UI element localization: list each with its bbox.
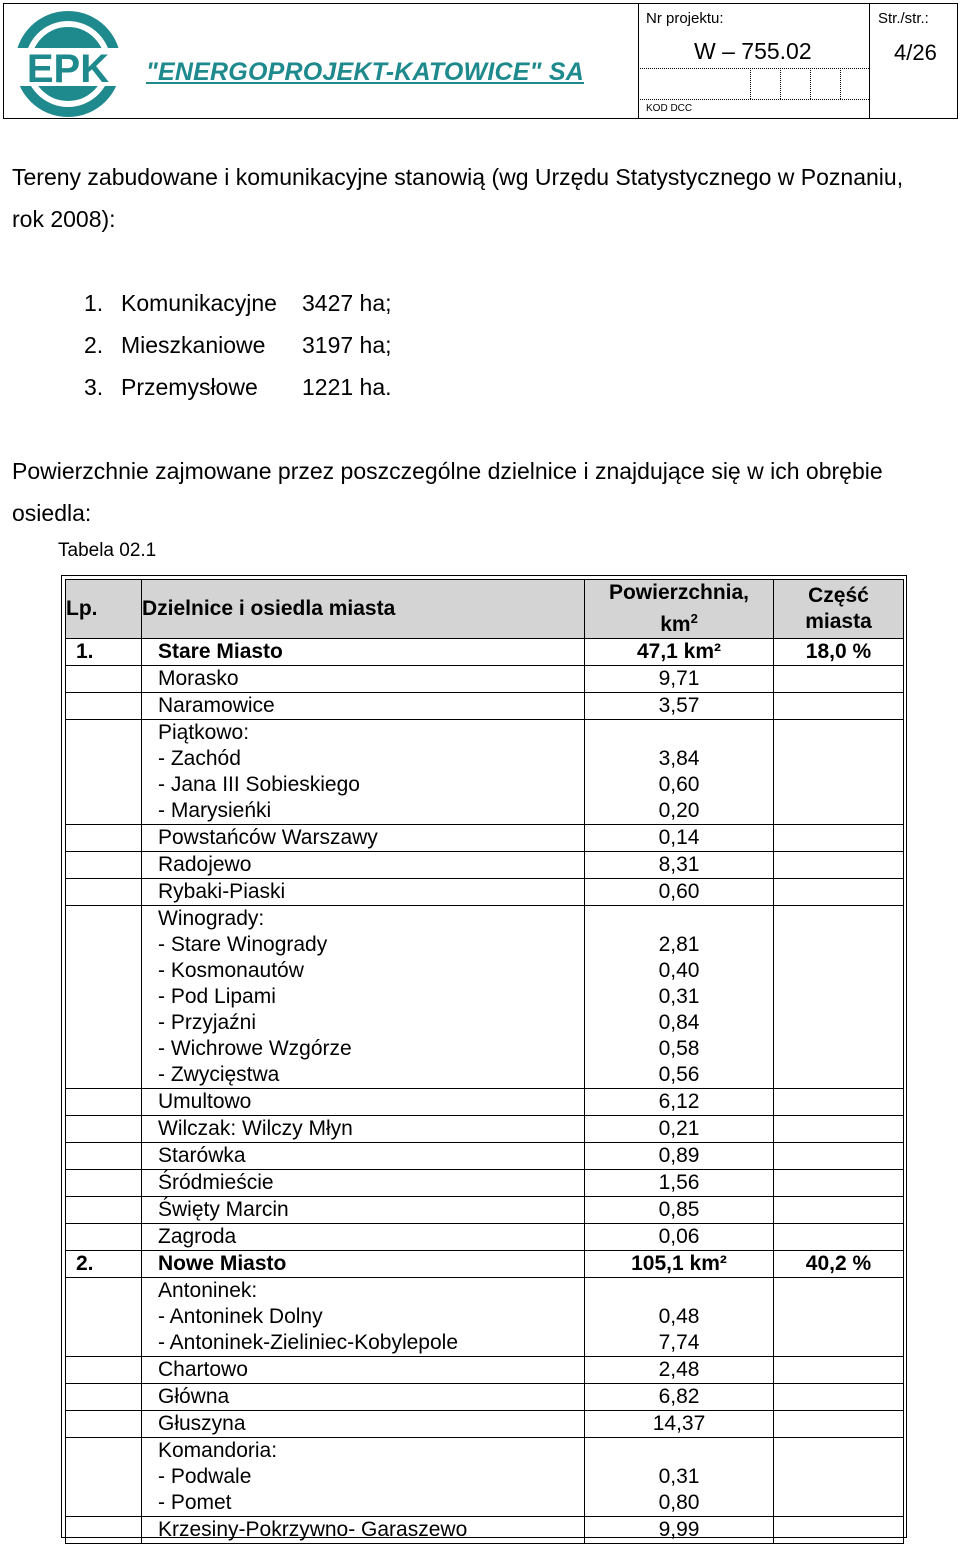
table-row	[66, 1384, 904, 1411]
cell-district-name	[142, 1278, 585, 1357]
cell-area	[585, 1251, 774, 1278]
list-item-value: 3197 ha;	[302, 332, 392, 358]
cell-area	[585, 852, 774, 879]
cell-area	[585, 1116, 774, 1143]
cell-district-name	[142, 1251, 585, 1278]
cell-share	[774, 1089, 904, 1116]
cell-share	[774, 1197, 904, 1224]
cell-lp	[66, 1143, 142, 1170]
cell-share	[774, 1116, 904, 1143]
col-header-lp: Lp.	[66, 580, 142, 639]
district-area: 0,21	[658, 1117, 700, 1140]
col-header-share	[774, 580, 904, 639]
cell-district-name	[142, 666, 585, 693]
cell-district-name	[142, 825, 585, 852]
sub-estate-area: 0,58	[658, 1037, 700, 1060]
header-dotted-rule	[638, 68, 869, 69]
sub-estate-name: - Zwycięstwa	[158, 1063, 280, 1086]
cell-share	[774, 879, 904, 906]
cell-share	[774, 1411, 904, 1438]
table-row	[66, 1089, 904, 1116]
table-row	[66, 720, 904, 825]
district-area: 0,06	[658, 1225, 700, 1248]
list-item-number: 3.	[84, 374, 104, 400]
cell-share: 40,2 %	[774, 1251, 904, 1278]
table-row	[66, 852, 904, 879]
cell-lp	[66, 879, 142, 906]
svg-text:EPK: EPK	[26, 47, 110, 91]
district-name: Starówka	[158, 1144, 246, 1167]
table-row	[66, 906, 904, 1089]
district-name: Powstańców Warszawy	[158, 826, 378, 849]
cell-lp	[66, 720, 142, 825]
district-name: Śródmieście	[158, 1171, 274, 1194]
cell-area	[585, 1411, 774, 1438]
cell-share	[774, 852, 904, 879]
cell-lp: 1.	[66, 639, 142, 666]
cell-area	[585, 1357, 774, 1384]
cell-area	[585, 825, 774, 852]
cell-district-name	[142, 906, 585, 1089]
district-name: Święty Marcin	[158, 1198, 289, 1221]
sub-estate-name: - Pomet	[158, 1491, 232, 1514]
area-header-line-1: Powierzchnia,	[608, 581, 750, 604]
cell-area	[585, 1224, 774, 1251]
cell-share	[774, 693, 904, 720]
sub-estate-name: - Antoninek Dolny	[158, 1305, 323, 1328]
cell-district-name	[142, 1517, 585, 1544]
sub-estate-name: - Kosmonautów	[158, 959, 304, 982]
list-item-value: 3427 ha;	[302, 290, 392, 316]
sub-estate-name: - Jana III Sobieskiego	[158, 773, 360, 796]
table-row	[66, 639, 904, 666]
district-name: Naramowice	[158, 694, 275, 717]
district-name: Głuszyna	[158, 1412, 246, 1435]
list-item-value: 1221 ha.	[302, 374, 392, 400]
brand-area	[4, 4, 639, 118]
area-header-sup: 2	[690, 611, 698, 626]
table-row	[66, 879, 904, 906]
cell-district-name	[142, 1438, 585, 1517]
district-name: Komandoria:	[158, 1439, 278, 1462]
cell-area	[585, 720, 774, 825]
table-row	[66, 1143, 904, 1170]
district-area: 6,12	[658, 1090, 700, 1113]
project-label: Nr projektu:	[646, 10, 724, 27]
table-row	[66, 1197, 904, 1224]
table-row	[66, 1357, 904, 1384]
cell-share	[774, 1384, 904, 1411]
header-dotted-rule	[638, 99, 869, 100]
cell-share	[774, 666, 904, 693]
cell-area	[585, 1278, 774, 1357]
district-area: 9,99	[658, 1518, 700, 1541]
district-name: Nowe Miasto	[158, 1252, 287, 1275]
district-name: Chartowo	[158, 1358, 248, 1381]
header-divider	[869, 4, 870, 118]
cell-district-name	[142, 1357, 585, 1384]
page-label: Str./str.:	[878, 10, 929, 27]
cell-lp	[66, 1089, 142, 1116]
sub-estate-area: 0,31	[658, 985, 700, 1008]
district-name: Rybaki-Piaski	[158, 880, 286, 903]
cell-share	[774, 1517, 904, 1544]
table-row	[66, 1251, 904, 1278]
cell-area	[585, 693, 774, 720]
table-caption: Tabela 02.1	[58, 540, 157, 561]
sub-estate-name: - Marysieńki	[158, 799, 272, 822]
table-row	[66, 1224, 904, 1251]
cell-district-name	[142, 1411, 585, 1438]
cell-lp	[66, 666, 142, 693]
list-item-name: Mieszkaniowe	[121, 332, 266, 358]
cell-share	[774, 1357, 904, 1384]
district-name: Winogrady:	[158, 907, 265, 930]
sub-estate-name: - Zachód	[158, 747, 241, 770]
district-name: Radojewo	[158, 853, 252, 876]
cell-share	[774, 1278, 904, 1357]
cell-share	[774, 906, 904, 1089]
cell-area	[585, 1089, 774, 1116]
sub-estate-name: - Stare Winogrady	[158, 933, 328, 956]
cell-share	[774, 825, 904, 852]
district-name: Główna	[158, 1385, 230, 1408]
header-dotted-divider	[780, 68, 781, 99]
cell-lp	[66, 1278, 142, 1357]
cell-district-name	[142, 1197, 585, 1224]
cell-area	[585, 666, 774, 693]
districts-table	[65, 579, 904, 1544]
sub-estate-area: 0,84	[658, 1011, 700, 1034]
cell-district-name	[142, 1170, 585, 1197]
area-header-line-2: km	[660, 613, 691, 636]
district-area: 3,57	[658, 694, 700, 717]
paragraph-line-2: osiedla:	[12, 500, 92, 526]
sub-estate-area: 0,80	[658, 1491, 700, 1514]
table-row	[66, 1411, 904, 1438]
district-area: 8,31	[658, 853, 700, 876]
cell-lp	[66, 906, 142, 1089]
cell-district-name	[142, 852, 585, 879]
sub-estate-name: - Podwale	[158, 1465, 252, 1488]
company-name: "ENERGOPROJEKT-KATOWICE" SA	[146, 58, 584, 86]
kod-dcc-label: KOD DCC	[646, 103, 693, 114]
list-item-name: Przemysłowe	[121, 374, 258, 400]
cell-lp	[66, 1197, 142, 1224]
cell-lp	[66, 1224, 142, 1251]
district-area: 9,71	[658, 667, 700, 690]
cell-area	[585, 1384, 774, 1411]
cell-area	[585, 1143, 774, 1170]
cell-district-name	[142, 1143, 585, 1170]
page-number: 4/26	[894, 40, 937, 65]
list-item-name: Komunikacyjne	[121, 290, 277, 316]
intro-line-1: Tereny zabudowane i komunikacyjne stanowią (wg Urzędu Statystycznego w Poznaniu,	[12, 164, 904, 190]
col-header-area	[585, 580, 774, 639]
cell-share	[774, 720, 904, 825]
sub-estate-name: - Przyjaźni	[158, 1011, 257, 1034]
header-dotted-divider	[750, 68, 751, 99]
sub-estate-area: 0,40	[658, 959, 700, 982]
epk-logo-icon	[12, 8, 124, 120]
cell-district-name	[142, 1384, 585, 1411]
cell-lp	[66, 1170, 142, 1197]
sub-estate-area: 0,31	[658, 1465, 700, 1488]
sub-estate-area: 2,81	[658, 933, 700, 956]
district-area: 6,82	[658, 1385, 700, 1408]
cell-district-name	[142, 1116, 585, 1143]
document-header	[3, 3, 958, 119]
cell-district-name	[142, 720, 585, 825]
district-area: 47,1 km²	[636, 640, 722, 663]
cell-district-name	[142, 639, 585, 666]
cell-lp	[66, 693, 142, 720]
cell-area	[585, 639, 774, 666]
col-header-name: Dzielnice i osiedla miasta	[142, 580, 585, 639]
cell-share	[774, 1224, 904, 1251]
table-row	[66, 1278, 904, 1357]
cell-area	[585, 1197, 774, 1224]
district-area: 105,1 km²	[631, 1252, 727, 1275]
cell-lp	[66, 1116, 142, 1143]
district-area: 0,85	[658, 1198, 700, 1221]
list-item-number: 2.	[84, 332, 104, 358]
table-row	[66, 1116, 904, 1143]
cell-share: 18,0 %	[774, 639, 904, 666]
cell-share	[774, 1143, 904, 1170]
cell-lp	[66, 1357, 142, 1384]
cell-lp	[66, 1384, 142, 1411]
table-row	[66, 825, 904, 852]
cell-area	[585, 1517, 774, 1544]
cell-district-name	[142, 1224, 585, 1251]
cell-lp	[66, 852, 142, 879]
sub-estate-area: 0,56	[658, 1063, 700, 1086]
sub-estate-name: - Wichrowe Wzgórze	[158, 1037, 352, 1060]
cell-district-name	[142, 879, 585, 906]
cell-lp	[66, 1517, 142, 1544]
sub-estate-area: 3,84	[658, 747, 700, 770]
sub-estate-area: 0,20	[658, 799, 700, 822]
cell-lp	[66, 1411, 142, 1438]
cell-area	[585, 1438, 774, 1517]
cell-district-name	[142, 693, 585, 720]
district-name: Krzesiny-Pokrzywno- Garaszewo	[158, 1518, 468, 1541]
sub-estate-name: - Pod Lipami	[158, 985, 276, 1008]
table-header-row	[66, 580, 904, 639]
district-name: Zagroda	[158, 1225, 237, 1248]
table-row	[66, 1170, 904, 1197]
district-name: Morasko	[158, 667, 239, 690]
district-name: Stare Miasto	[158, 640, 283, 663]
cell-area	[585, 1170, 774, 1197]
district-area: 0,89	[658, 1144, 700, 1167]
cell-lp	[66, 825, 142, 852]
cell-lp: 2.	[66, 1251, 142, 1278]
district-name: Antoninek:	[158, 1279, 258, 1302]
header-dotted-divider	[810, 68, 811, 99]
district-name: Wilczak: Wilczy Młyn	[158, 1117, 353, 1140]
sub-estate-area: 0,48	[658, 1305, 700, 1328]
district-area: 1,56	[658, 1171, 700, 1194]
project-number: W – 755.02	[694, 38, 812, 64]
district-name: Umultowo	[158, 1090, 252, 1113]
table-row	[66, 1517, 904, 1544]
sub-estate-area: 0,60	[658, 773, 700, 796]
cell-lp	[66, 1438, 142, 1517]
cell-area	[585, 906, 774, 1089]
cell-district-name	[142, 1089, 585, 1116]
district-area: 2,48	[658, 1358, 700, 1381]
share-header-line-2: miasta	[805, 610, 872, 633]
table-row	[66, 666, 904, 693]
table-row	[66, 1438, 904, 1517]
table-row	[66, 693, 904, 720]
district-area: 0,60	[658, 880, 700, 903]
district-area: 14,37	[652, 1412, 706, 1435]
cell-area	[585, 879, 774, 906]
sub-estate-name: - Antoninek-Zieliniec-Kobylepole	[158, 1331, 458, 1354]
intro-line-2: rok 2008):	[12, 206, 116, 232]
sub-estate-area: 7,74	[658, 1331, 700, 1354]
share-header-line-1: Część	[808, 584, 869, 607]
paragraph-line-1: Powierzchnie zajmowane przez poszczególne dzielnice i znajdujące się w ich obrębie	[12, 458, 883, 484]
district-name: Piątkowo:	[158, 721, 250, 744]
header-dotted-divider	[840, 68, 841, 99]
cell-share	[774, 1438, 904, 1517]
list-item-number: 1.	[84, 290, 104, 316]
cell-share	[774, 1170, 904, 1197]
district-area: 0,14	[658, 826, 700, 849]
